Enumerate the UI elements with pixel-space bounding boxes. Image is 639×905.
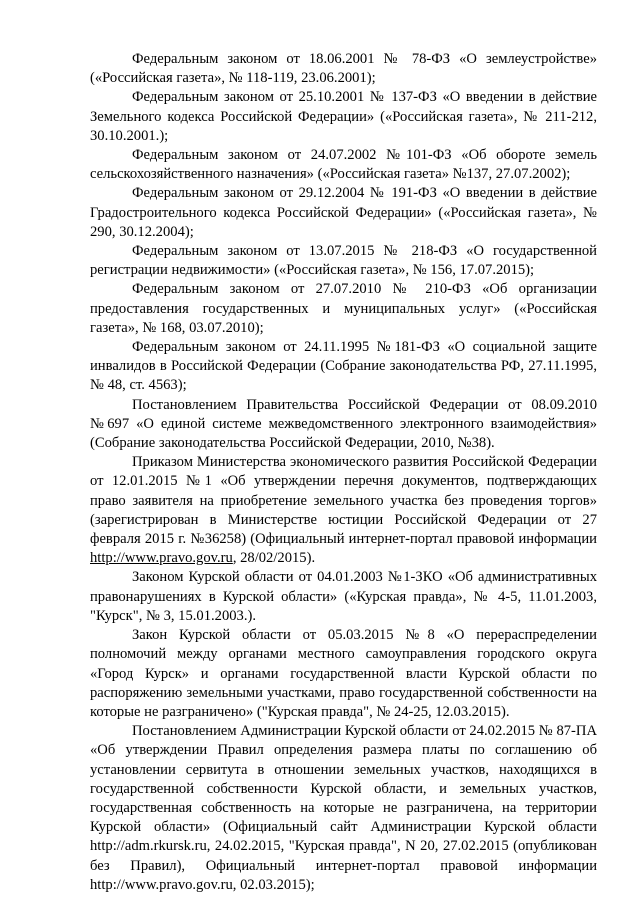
paragraph-12 (90, 722, 597, 895)
paragraph-2 (90, 88, 597, 146)
paragraph-1 (90, 50, 597, 88)
paragraph-4 (90, 184, 597, 242)
paragraph-text: Федеральным законом от 29.12.2004 № 191-ФЗ «О введении в действие Градостроительного кодекса Российской Федерации» («Российская газета», № 290, 30.12.2004); (90, 185, 597, 240)
paragraph-text: Федеральным законом от 24.11.1995 №181-ФЗ «О социальной защите инвалидов в Российской Федерации (Собрание законодательства РФ, 27.11.1995, № 48, ст. 4563); (90, 339, 597, 394)
paragraph-text: Федеральным законом от 13.07.2015 № 218-ФЗ «О государственной регистрации недвижимости» («Российская газета», № 156, 17.07.2015); (90, 243, 597, 279)
pravo-gov-link[interactable]: http://www.pravo.gov.ru (90, 550, 233, 567)
paragraph-text: Федеральным законом от 27.07.2010 № 210-ФЗ «Об организации предоставления государственных и муниципальных услуг» («Российская газета», № 168, 03.07.2010); (90, 281, 597, 336)
paragraph-text: Федеральным законом от 25.10.2001 № 137-ФЗ «О введении в действие Земельного кодекса Российской Федерации» («Российская газета», № 211-212, 30.10.2001.); (90, 89, 597, 144)
paragraph-text: Постановлением Администрации Курской области от 24.02.2015 № 87-ПА «Об утверждении Правил определения размера платы по соглашению об установлении сервитута в отношении земельных участков, находящихся в государственной собственности Курской области, и земельных участков, государственная собственность на которые не разграничена, на территории Курской области» (Официальный сайт Администрации Курской области http://adm.rkursk.ru, 24.02.2015, "Курская правда", N 20, 27.02.2015 (опубликован без Правил), Официальный интернет-портал правовой информации http://www.pravo.gov.ru, 02.03.2015); (90, 723, 597, 893)
paragraph-text: , 28/02/2015). (232, 550, 316, 567)
paragraph-text: Постановлением Правительства Российской Федерации от 08.09.2010 №697 «О единой системе межведомственного электронного взаимодействия» (Собрание законодательства Российской Федерации, 2010, №38). (90, 396, 597, 452)
paragraph-text: Приказом Министерства экономического развития Российской Федерации от 12.01.2015 №1 «Об утверждении перечня документов, подтверждающих право заявителя на приобретение земельного участка без проведения торгов» (зарегистрирован в Министерстве юстиции Российской Федерации от 27 февраля 2015 г. №36258) (Официальный интернет-портал правовой информации (90, 454, 597, 548)
paragraph-3 (90, 146, 597, 184)
paragraph-8 (90, 396, 597, 454)
paragraph-7 (90, 338, 597, 396)
paragraph-text: Федеральным законом от 24.07.2002 №101-ФЗ «Об обороте земель сельскохозяйственного назначения» («Российская газета» №137, 27.07.2002); (90, 147, 597, 183)
paragraph-11 (90, 626, 597, 722)
paragraph-5 (90, 242, 597, 280)
paragraph-9 (90, 453, 597, 568)
paragraph-text: Закон Курской области от 05.03.2015 №8 «О перераспределении полномочий между органами местного самоуправления городского округа «Город Курск» и органами государственной власти Курской области по распоряжению земельными участками, право государственной собственности на которые не разграничено» ("Курская правда", № 24-25, 12.03.2015). (90, 627, 597, 720)
paragraph-6 (90, 280, 597, 338)
paragraph-text: Федеральным законом от 18.06.2001 № 78-ФЗ «О землеустройстве» («Российская газета», № 118-119, 23.06.2001); (90, 51, 597, 87)
document-page (90, 50, 597, 895)
paragraph-10 (90, 568, 597, 626)
paragraph-text: Законом Курской области от 04.01.2003 №1-ЗКО «Об административных правонарушениях в Курской области» («Курская правда», № 4-5, 11.01.2003, "Курск", № 3, 15.01.2003.). (90, 569, 597, 624)
